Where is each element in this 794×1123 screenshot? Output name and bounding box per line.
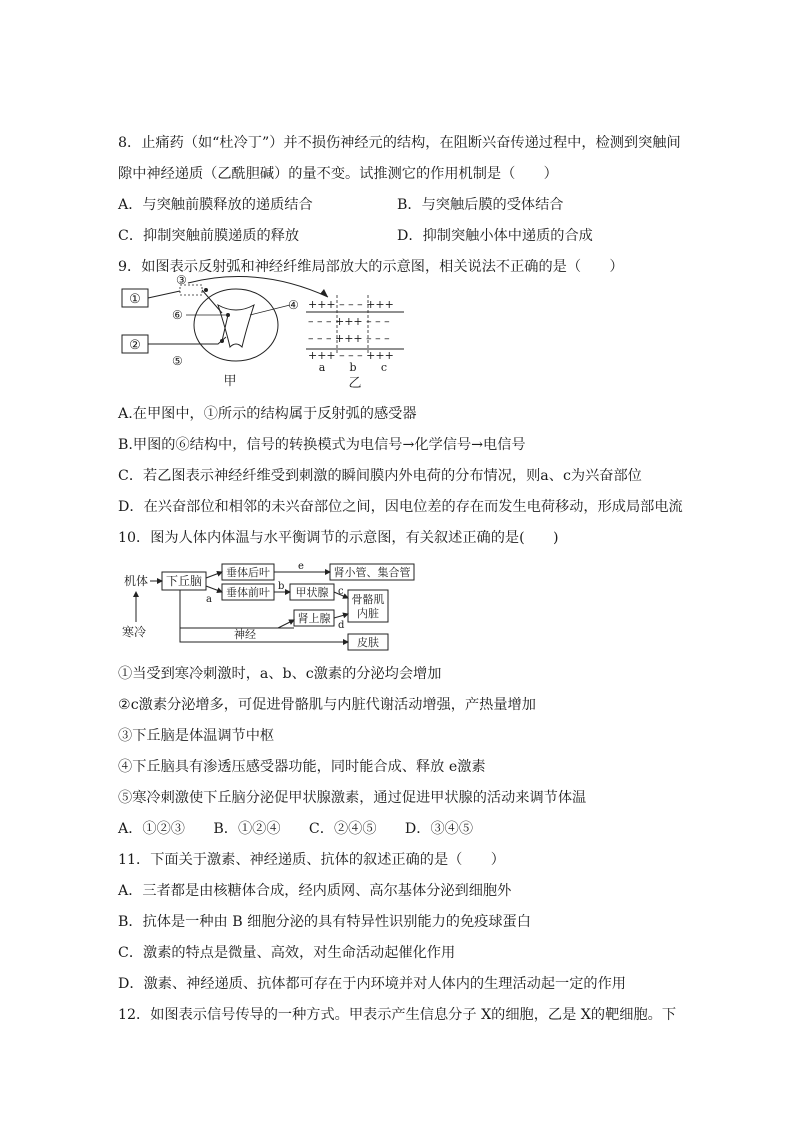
label-jiti: 机体 xyxy=(124,574,149,588)
q8-option-b: B．与突触后膜的受体结合 xyxy=(397,197,564,213)
label-hanleng: 寒冷 xyxy=(122,625,147,639)
region-c: c xyxy=(380,361,388,374)
label-2: ② xyxy=(129,338,141,353)
q8-stem-line2: 隙中神经递质（乙酰胆碱）的量不变。试推测它的作用机制是（ ） xyxy=(118,166,558,182)
q11-option-d: D．激素、神经递质、抗体都可存在于内环境并对人体内的生理活动起一定的作用 xyxy=(118,976,626,992)
label-5: ⑤ xyxy=(172,354,183,368)
q10-statement-2: ②c激素分泌增多，可促进骨骼肌与内脏代谢活动增强，产热量增加 xyxy=(118,697,536,713)
region-b: b xyxy=(349,361,357,374)
q10-statement-1: ①当受到寒冷刺激时，a、b、c激素的分泌均会增加 xyxy=(118,666,442,682)
caption-yi: 乙 xyxy=(348,376,362,391)
q10-stem: 10．图为人体内体温与水平衡调节的示意图，有关叙述正确的是( ) xyxy=(118,530,559,546)
arrow-to-posterior xyxy=(206,572,222,578)
reflex-arc-diagram xyxy=(118,273,418,395)
arrow-d xyxy=(334,614,348,618)
spinal-cord xyxy=(194,289,278,361)
q10-statement-3: ③下丘脑是体温调节中枢 xyxy=(118,728,275,744)
label-a: a xyxy=(206,594,212,605)
q9-option-a: A.在甲图中，①所示的结构属于反射弧的感受器 xyxy=(118,406,417,422)
label-pifu: 皮肤 xyxy=(357,636,379,649)
label-shenjing: 神经 xyxy=(234,628,256,641)
charge-row-1: +++ – – – +++ xyxy=(308,298,394,311)
leader-4 xyxy=(250,305,290,315)
charge-row-2: – – – +++ – – – xyxy=(308,315,390,328)
q9-option-c: C．若乙图表示神经纤维受到刺激的瞬间膜内外电荷的分布情况，则a、c为兴奋部位 xyxy=(118,468,642,484)
q9-option-d: D．在兴奋部位和相邻的未兴奋部位之间，因电位差的存在而发生电荷移动，形成局部电流 xyxy=(118,499,683,515)
nerve-to-skin xyxy=(180,628,348,642)
label-4: ④ xyxy=(288,298,299,312)
q8-option-c: C．抑制突触前膜递质的释放 xyxy=(118,228,300,244)
q9-stem: 9．如图表示反射弧和神经纤维局部放大的示意图，相关说法不正确的是（ ） xyxy=(118,259,624,275)
label-jiazhuangxian: 甲状腺 xyxy=(295,586,329,599)
q11-option-c: C．激素的特点是微量、高效，对生命活动起催化作用 xyxy=(118,945,456,961)
arrow-to-anterior xyxy=(206,586,222,592)
charge-row-4: +++ – – – +++ xyxy=(308,349,394,362)
label-shenxiaoguan: 肾小管、集合管 xyxy=(333,566,411,579)
label-guge: 骨骼肌 xyxy=(351,593,385,606)
afferent-nerve xyxy=(148,290,222,313)
ganglion-dot xyxy=(204,288,208,292)
q11-stem: 11．下面关于激素、神经递质、抗体的叙述正确的是（ ） xyxy=(118,852,505,868)
label-neizang: 内脏 xyxy=(357,607,379,620)
label-chuitihouye: 垂体后叶 xyxy=(226,566,270,579)
label-3: ③ xyxy=(176,273,187,287)
thermoregulation-diagram xyxy=(118,560,428,656)
q8-option-a: A．与突触前膜释放的递质结合 xyxy=(118,197,313,213)
arrow-head xyxy=(320,289,328,297)
q10-statement-5: ⑤寒冷刺激使下丘脑分泌促甲状腺激素，通过促进甲状腺的活动来调节体温 xyxy=(118,790,587,806)
q8-option-d: D．抑制突触小体中递质的合成 xyxy=(397,228,593,244)
q11-option-b: B．抗体是一种由 B 细胞分泌的具有特异性识别能力的免疫球蛋白 xyxy=(118,914,531,930)
q9-option-b: B.甲图的⑥结构中，信号的转换模式为电信号→化学信号→电信号 xyxy=(118,437,526,453)
q10-options: A．①②③ B．①②④ C．②④⑤ D．③④⑤ xyxy=(118,821,474,837)
label-c: c xyxy=(338,586,344,597)
label-1: ① xyxy=(129,292,141,307)
label-chuitiqianye: 垂体前叶 xyxy=(226,586,270,599)
label-shenshangxian: 肾上腺 xyxy=(297,612,331,625)
label-d: d xyxy=(338,620,345,631)
caption-jia: 甲 xyxy=(223,374,237,389)
label-b: b xyxy=(278,581,285,592)
arrow-to-adrenal xyxy=(278,620,294,628)
label-6: ⑥ xyxy=(172,308,183,322)
label-xiaqiunao: 下丘脑 xyxy=(165,574,203,588)
charge-row-3: – – – +++ – – – xyxy=(308,332,390,345)
efferent-nerve xyxy=(148,337,226,344)
region-a: a xyxy=(318,361,326,374)
label-e: e xyxy=(298,561,304,572)
q8-stem-line1: 8．止痛药（如“杜冷丁”）并不损伤神经元的结构，在阻断兴奋传递过程中，检测到突触间 xyxy=(118,135,681,151)
q10-statement-4: ④下丘脑具有渗透压感受器功能，同时能合成、释放 e激素 xyxy=(118,759,486,775)
q12-stem: 12．如图表示信号传导的一种方式。甲表示产生信息分子 X的细胞，乙是 X的靶细胞。下 xyxy=(118,1007,677,1023)
q11-option-a: A．三者都是由核糖体合成，经内质网、高尔基体分泌到细胞外 xyxy=(118,883,512,899)
